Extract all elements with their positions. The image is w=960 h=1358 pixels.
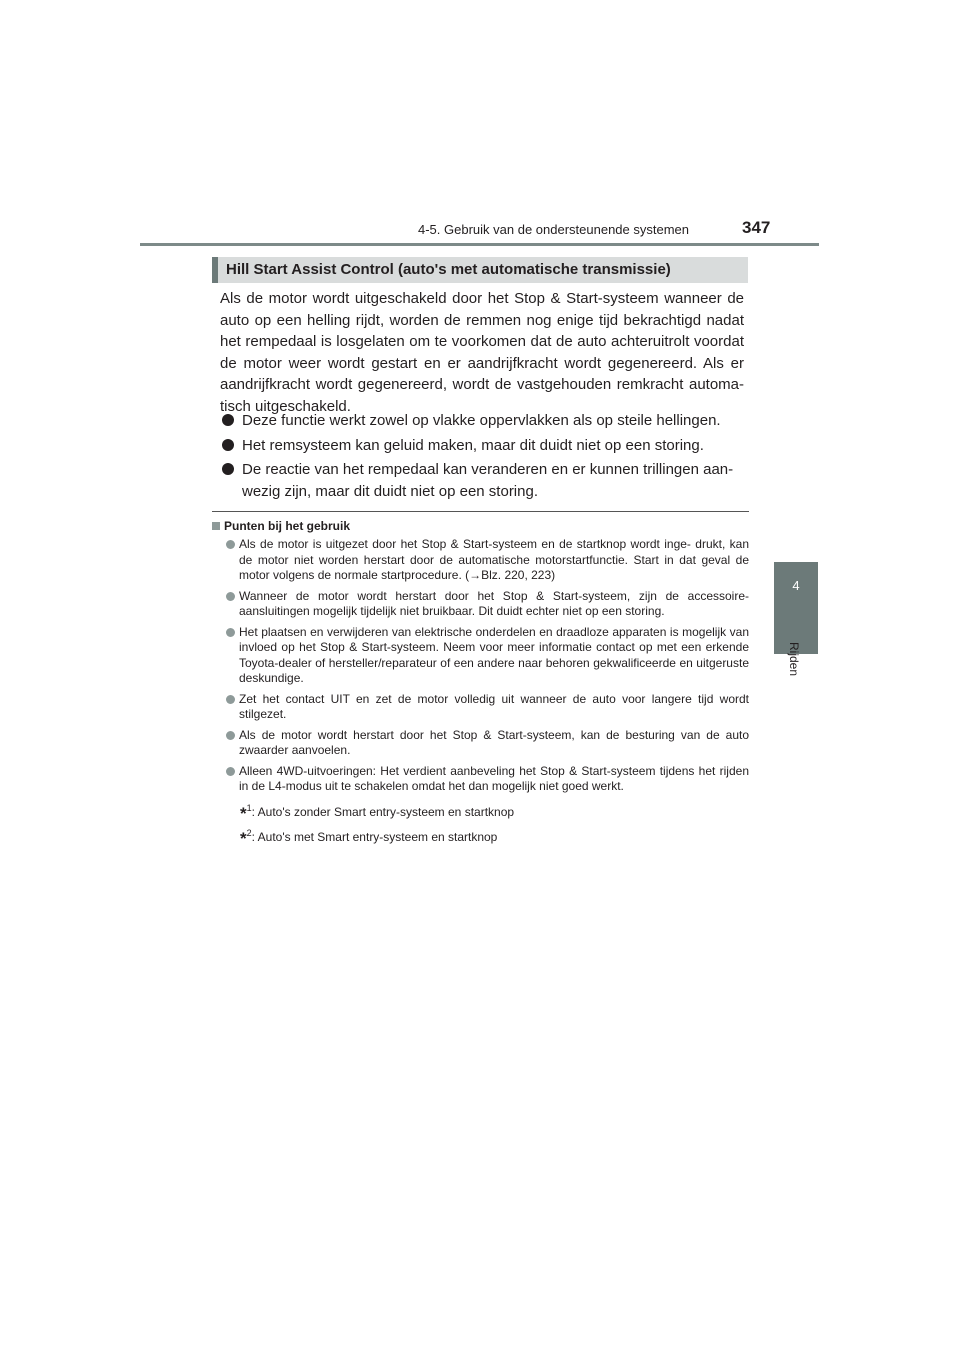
bullet-icon bbox=[226, 628, 235, 637]
point-item bbox=[226, 692, 749, 723]
footnote-text: : Auto's zonder Smart entry-systeem en startknop bbox=[251, 804, 515, 819]
point-item bbox=[226, 625, 749, 687]
bullet-icon bbox=[222, 439, 234, 451]
point-text: Als de motor wordt herstart door het Stop & Start-systeem, kan de besturing van de auto zwaarder aanvoelen. bbox=[239, 727, 749, 757]
point-item bbox=[226, 764, 749, 795]
section-divider bbox=[212, 511, 749, 512]
point-text: Alleen 4WD-uitvoeringen: Het verdient aanbeveling het Stop & Start-systeem tijdens het rijden in de L4-modus uit te schakelen omdat het dan mogelijk niet goed werkt. bbox=[239, 763, 749, 793]
bullet-icon bbox=[226, 695, 235, 704]
header-divider bbox=[140, 243, 819, 246]
bullet-item bbox=[220, 410, 746, 432]
bullet-icon bbox=[222, 414, 234, 426]
point-item bbox=[226, 537, 749, 584]
point-item bbox=[226, 589, 749, 620]
point-item bbox=[226, 728, 749, 759]
chapter-number: 4 bbox=[792, 578, 800, 593]
section-title: Hill Start Assist Control (auto's met automatische transmissie) bbox=[226, 261, 671, 278]
bullet-icon bbox=[226, 731, 235, 740]
footnote-index: 1 bbox=[246, 802, 252, 813]
footnote-text: : Auto's met Smart entry-systeem en startknop bbox=[251, 830, 498, 844]
title-accent bbox=[212, 257, 218, 283]
subsection-heading-text: Punten bij het gebruik bbox=[224, 519, 351, 533]
bullet-text: Deze functie werkt zowel op vlakke oppervlakken als op steile hellingen. bbox=[242, 412, 721, 429]
footnote bbox=[226, 801, 749, 821]
usage-points-list bbox=[226, 537, 749, 846]
bullet-item bbox=[220, 435, 746, 457]
bullet-text: De reactie van het rempedaal kan veranderen en er kunnen trillingen aan- wezig zijn, maar dit duidt niet op een storing. bbox=[242, 461, 734, 500]
bullet-text: Het remsysteem kan geluid maken, maar dit duidt niet op een storing. bbox=[242, 436, 704, 454]
chapter-label-text: Rijden bbox=[787, 641, 801, 677]
bullet-icon bbox=[226, 540, 235, 549]
subsection-heading bbox=[212, 519, 350, 533]
page-number: 347 bbox=[742, 218, 771, 237]
footnote-mark: * bbox=[240, 829, 247, 848]
square-bullet-icon bbox=[212, 522, 220, 530]
point-text: Het plaatsen en verwijderen van elektrische onderdelen en draadloze apparaten is mogelijk van invloed op het Stop & Start-systeem. Neem voor meer informatie contact op met een erkende Toyota-dealer of hersteller/reparateur of een andere naar behoren gekwalificeerde en uitgeruste deskundige. bbox=[239, 624, 749, 685]
footnote-mark: * bbox=[240, 803, 247, 823]
footnote-index: 2 bbox=[246, 828, 252, 838]
bullet-icon bbox=[226, 767, 235, 776]
bullet-icon bbox=[226, 592, 235, 601]
section-header: 4-5. Gebruik van de ondersteunende systemen bbox=[418, 222, 690, 237]
chapter-label bbox=[787, 632, 801, 686]
intro-paragraph: Als de motor wordt uitgeschakeld door het Stop & Start-systeem wanneer de auto op een helling rijdt, worden de remmen nog enige tijd bekrachtigd nadat het rempedaal is losgelaten om te voorkomen dat de auto achteruitrolt voordat de motor weer wordt gestart en er aandrijfkracht wordt gegenereerd. Als er aandrijfkracht wordt gegenereerd, wordt de vastgehouden remkracht automa- tisch uitgeschakeld. bbox=[220, 290, 744, 415]
footnote bbox=[226, 826, 749, 846]
bullet-item bbox=[220, 459, 746, 502]
bullet-icon bbox=[222, 463, 234, 475]
point-text: Wanneer de motor wordt herstart door het Stop & Start-systeem, zijn de accessoire- aansluitingen mogelijk tijdelijk niet bruikbaar. Dit duidt echter niet op een storing. bbox=[239, 588, 749, 618]
point-text: Zet het contact UIT en zet de motor volledig uit wanneer de auto voor langere tijd wordt stilgezet. bbox=[239, 691, 749, 721]
section-title-bar bbox=[212, 257, 748, 283]
feature-bullet-list bbox=[220, 410, 746, 505]
point-text: Als de motor is uitgezet door het Stop & Start-systeem en de startknop wordt inge- drukt, kan de motor niet worden herstart door de automatische motorstartfunctie. Start in dat geval de motor volgens de normale startprocedure. (→Blz. 220, 223) bbox=[239, 537, 749, 582]
